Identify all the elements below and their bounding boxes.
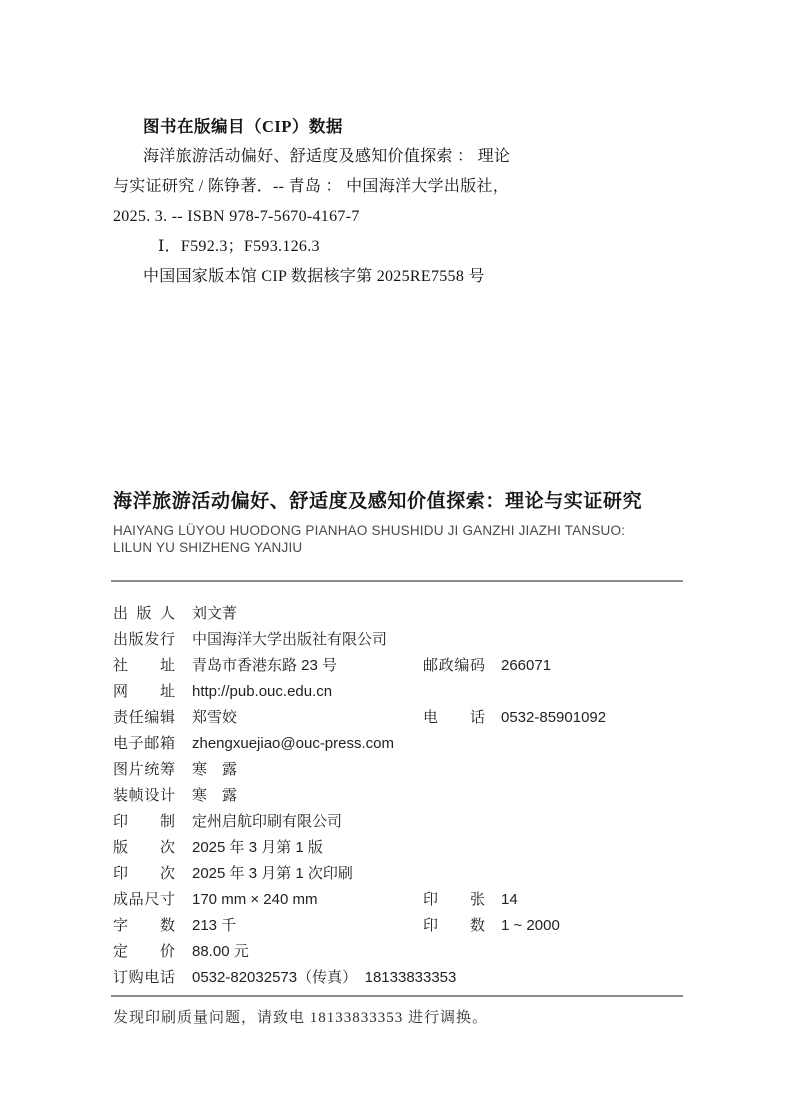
field-value: 88.00 元 [192, 943, 249, 960]
row-email [113, 731, 699, 757]
field-value: 青岛市香港东路 23 号 [192, 657, 338, 674]
field-label: 社址 [113, 657, 175, 674]
field-label: 字数 [113, 917, 175, 934]
divider-top [111, 580, 683, 582]
field-label: 版次 [113, 839, 175, 856]
field-value: 寒 露 [192, 787, 238, 804]
cip-heading: 图书在版编目（CIP）数据 [143, 117, 343, 136]
row-order-phone [113, 965, 699, 991]
field-value: 14 [501, 891, 518, 908]
field-value: 刘文菁 [192, 605, 238, 622]
field-label: 网址 [113, 683, 175, 700]
field-telephone [423, 705, 606, 731]
field-label: 印次 [113, 865, 175, 882]
field-label: 电话 [423, 709, 485, 726]
title-block [113, 486, 693, 556]
row-address [113, 653, 699, 679]
row-editor [113, 705, 699, 731]
field-label: 出版发行 [113, 631, 175, 648]
row-designer [113, 783, 699, 809]
book-title: 海洋旅游活动偏好、舒适度及感知价值探索：理论与实证研究 [113, 491, 643, 512]
field-value: 170 mm × 240 mm [192, 891, 318, 908]
row-edition [113, 835, 699, 861]
field-value: 2025 年 3 月第 1 版 [192, 839, 323, 856]
field-sheets [423, 887, 518, 913]
field-label: 装帧设计 [113, 787, 175, 804]
field-value: 0532-85901092 [501, 709, 607, 726]
field-value: 266071 [501, 657, 552, 674]
field-value: 0532-82032573（传真） 18133833353 [192, 969, 457, 986]
row-trim-size [113, 887, 699, 913]
field-value: 郑雪姣 [192, 709, 238, 726]
field-print-quantity [423, 913, 560, 939]
field-value: 寒 露 [192, 761, 238, 778]
field-value: 中国海洋大学出版社有限公司 [192, 631, 388, 648]
cip-line-author-publisher: 与实证研究 / 陈铮著．-- 青岛 ： 中国海洋大学出版社， [113, 178, 510, 195]
quality-notice: 发现印刷质量问题，请致电 18133833353 进行调换。 [113, 1010, 489, 1026]
field-label: 责任编辑 [113, 709, 175, 726]
row-word-count [113, 913, 699, 939]
field-label: 定价 [113, 943, 175, 960]
cip-line-classification: Ⅰ．F592.3；F593.126.3 [158, 238, 320, 255]
field-value: 1 ~ 2000 [501, 917, 560, 934]
pinyin-line-2: LILUN YU SHIZHENG YANJIU [113, 540, 303, 555]
row-printer [113, 809, 699, 835]
row-website [113, 679, 699, 705]
row-print-run-date [113, 861, 699, 887]
row-publishing-house [113, 627, 699, 653]
field-postal-code [423, 653, 551, 679]
field-label: 出版人 [113, 605, 175, 622]
field-label: 印张 [423, 891, 485, 908]
field-value: 2025 年 3 月第 1 次印刷 [192, 865, 353, 882]
divider-bottom [111, 995, 683, 997]
field-label: 订购电话 [113, 969, 175, 986]
cip-line-isbn: 2025. 3. -- ISBN 978-7-5670-4167-7 [113, 208, 360, 225]
cip-line-title: 海洋旅游活动偏好、舒适度及感知价值探索 ： 理论 [143, 148, 511, 165]
field-value: 定州启航印刷有限公司 [192, 813, 343, 830]
field-label: 印数 [423, 917, 485, 934]
cip-line-record-number: 中国国家版本馆 CIP 数据核字第 2025RE7558 号 [143, 268, 485, 285]
field-label: 印制 [113, 813, 175, 830]
row-photo-coordinator [113, 757, 699, 783]
colophon-table [113, 601, 699, 991]
field-value: 213 千 [192, 917, 237, 934]
email-address: zhengxuejiao@ouc-press.com [192, 735, 394, 752]
field-label: 电子邮箱 [113, 735, 175, 752]
row-publisher-person [113, 601, 699, 627]
row-price [113, 939, 699, 965]
book-title-pinyin [113, 522, 693, 556]
cip-block [113, 112, 653, 292]
website-url: http://pub.ouc.edu.cn [192, 683, 333, 700]
pinyin-line-1: HAIYANG LÜYOU HUODONG PIANHAO SHUSHIDU JI GANZHI JIAZHI TANSUO: [113, 523, 626, 538]
field-label: 邮政编码 [423, 657, 485, 674]
field-label: 成品尺寸 [113, 891, 175, 908]
field-label: 图片统筹 [113, 761, 175, 778]
